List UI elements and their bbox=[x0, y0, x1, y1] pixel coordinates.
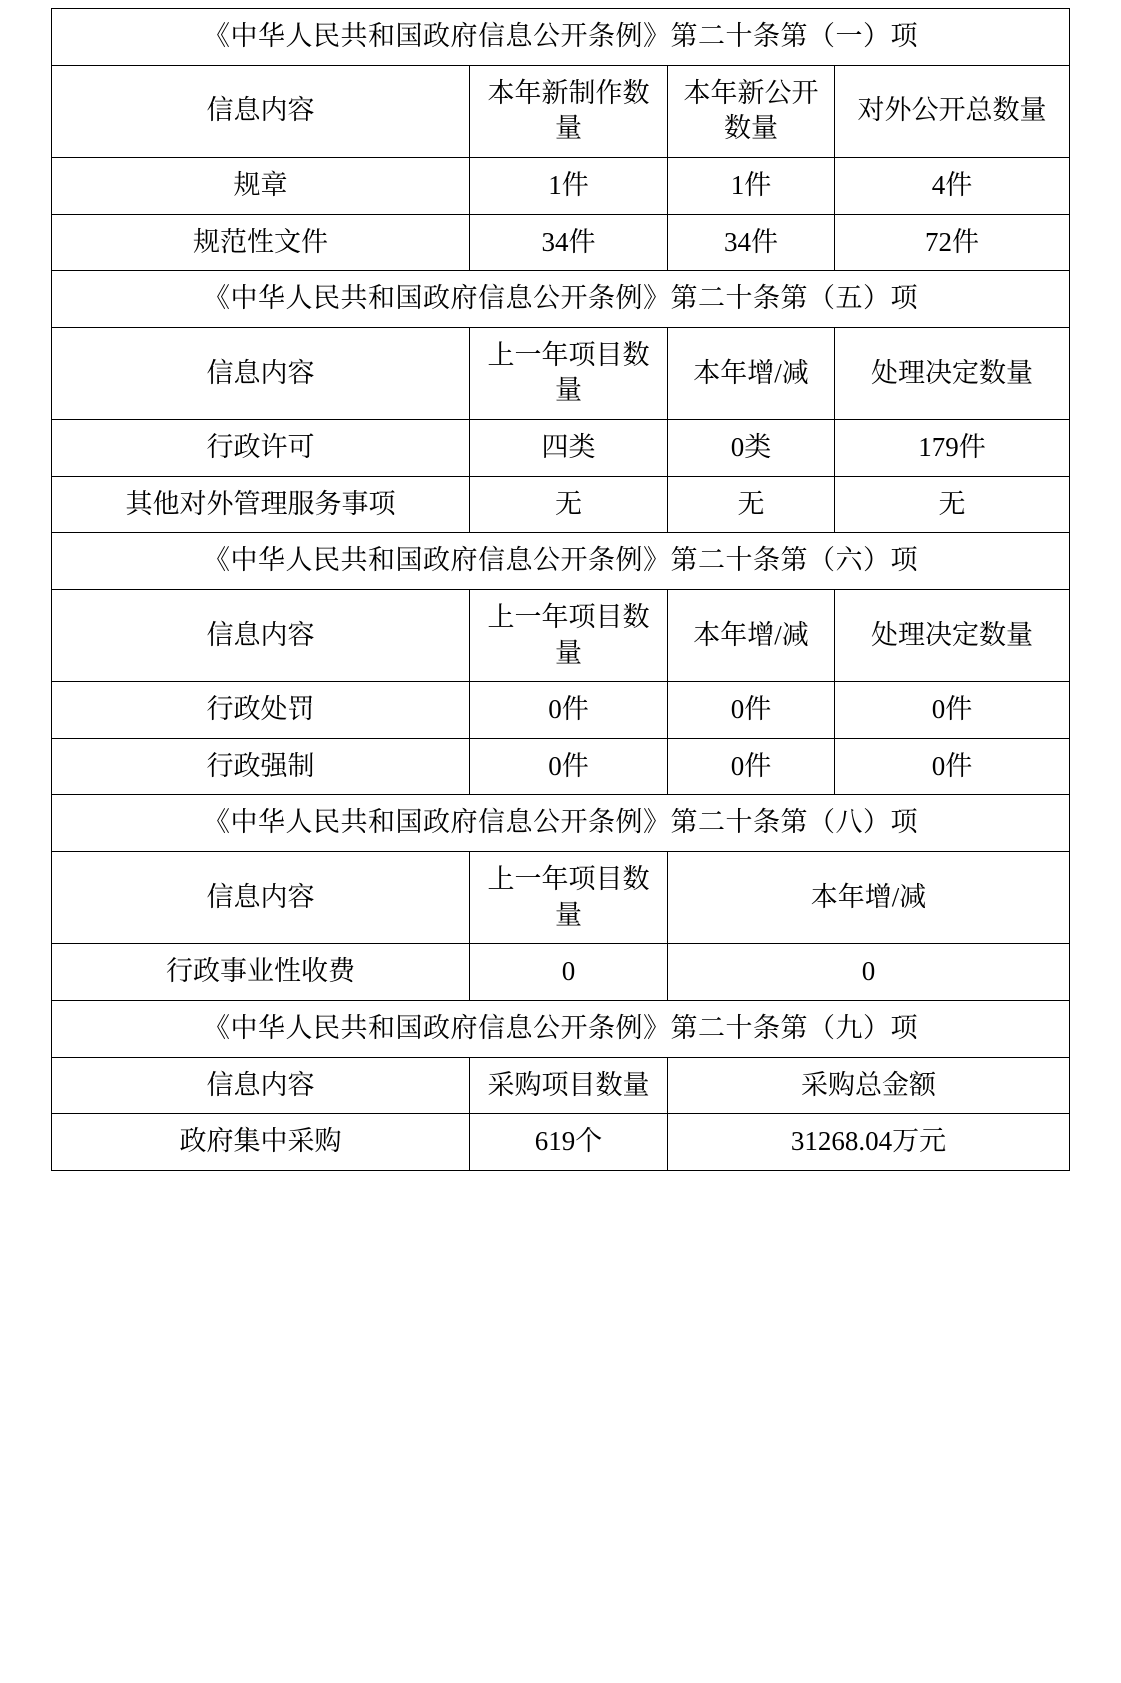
cell-value: 179件 bbox=[835, 420, 1070, 477]
government-information-disclosure-table bbox=[51, 8, 1070, 1171]
table-row bbox=[52, 944, 1070, 1001]
column-header-total-disclosed: 对外公开总数量 bbox=[835, 65, 1070, 157]
cell-value: 1件 bbox=[668, 157, 835, 214]
table-row bbox=[52, 157, 1070, 214]
column-header-previous-year-count: 上一年项目数量 bbox=[470, 589, 668, 681]
row-label: 规章 bbox=[52, 157, 470, 214]
column-header-procurement-count: 采购项目数量 bbox=[470, 1057, 668, 1114]
cell-value: 0件 bbox=[668, 682, 835, 739]
row-label: 行政许可 bbox=[52, 420, 470, 477]
section-title-row bbox=[52, 533, 1070, 590]
section-title-row bbox=[52, 1000, 1070, 1057]
column-header-new-disclosed: 本年新公开数量 bbox=[668, 65, 835, 157]
cell-value: 四类 bbox=[470, 420, 668, 477]
table-row bbox=[52, 1114, 1070, 1171]
column-header-info-content: 信息内容 bbox=[52, 589, 470, 681]
cell-value: 0件 bbox=[835, 738, 1070, 795]
table-row bbox=[52, 214, 1070, 271]
header-row bbox=[52, 327, 1070, 419]
section-title: 《中华人民共和国政府信息公开条例》第二十条第（一）项 bbox=[52, 9, 1070, 66]
column-header-change: 本年增/减 bbox=[668, 852, 1070, 944]
section-title-row bbox=[52, 795, 1070, 852]
header-row bbox=[52, 589, 1070, 681]
section-title: 《中华人民共和国政府信息公开条例》第二十条第（九）项 bbox=[52, 1000, 1070, 1057]
column-header-previous-year-count: 上一年项目数量 bbox=[470, 852, 668, 944]
cell-value: 0件 bbox=[668, 738, 835, 795]
table-row bbox=[52, 420, 1070, 477]
table-row bbox=[52, 738, 1070, 795]
row-label: 行政事业性收费 bbox=[52, 944, 470, 1001]
cell-value: 619个 bbox=[470, 1114, 668, 1171]
cell-value: 34件 bbox=[470, 214, 668, 271]
column-header-change: 本年增/减 bbox=[668, 327, 835, 419]
row-label: 行政强制 bbox=[52, 738, 470, 795]
table-row bbox=[52, 682, 1070, 739]
cell-value: 无 bbox=[470, 476, 668, 533]
row-label: 其他对外管理服务事项 bbox=[52, 476, 470, 533]
header-row bbox=[52, 65, 1070, 157]
section-title: 《中华人民共和国政府信息公开条例》第二十条第（五）项 bbox=[52, 271, 1070, 328]
column-header-info-content: 信息内容 bbox=[52, 852, 470, 944]
column-header-info-content: 信息内容 bbox=[52, 327, 470, 419]
column-header-decisions: 处理决定数量 bbox=[835, 327, 1070, 419]
cell-value: 0 bbox=[668, 944, 1070, 1001]
cell-value: 1件 bbox=[470, 157, 668, 214]
column-header-new-created: 本年新制作数量 bbox=[470, 65, 668, 157]
row-label: 规范性文件 bbox=[52, 214, 470, 271]
header-row bbox=[52, 852, 1070, 944]
column-header-procurement-amount: 采购总金额 bbox=[668, 1057, 1070, 1114]
cell-value: 0件 bbox=[470, 738, 668, 795]
cell-value: 0类 bbox=[668, 420, 835, 477]
row-label: 政府集中采购 bbox=[52, 1114, 470, 1171]
cell-value: 31268.04万元 bbox=[668, 1114, 1070, 1171]
header-row bbox=[52, 1057, 1070, 1114]
row-label: 行政处罚 bbox=[52, 682, 470, 739]
cell-value: 0件 bbox=[470, 682, 668, 739]
column-header-decisions: 处理决定数量 bbox=[835, 589, 1070, 681]
cell-value: 0件 bbox=[835, 682, 1070, 739]
cell-value: 无 bbox=[668, 476, 835, 533]
table-row bbox=[52, 476, 1070, 533]
column-header-previous-year-count: 上一年项目数量 bbox=[470, 327, 668, 419]
column-header-change: 本年增/减 bbox=[668, 589, 835, 681]
column-header-info-content: 信息内容 bbox=[52, 65, 470, 157]
cell-value: 34件 bbox=[668, 214, 835, 271]
section-title: 《中华人民共和国政府信息公开条例》第二十条第（八）项 bbox=[52, 795, 1070, 852]
cell-value: 72件 bbox=[835, 214, 1070, 271]
section-title: 《中华人民共和国政府信息公开条例》第二十条第（六）项 bbox=[52, 533, 1070, 590]
cell-value: 4件 bbox=[835, 157, 1070, 214]
cell-value: 0 bbox=[470, 944, 668, 1001]
column-header-info-content: 信息内容 bbox=[52, 1057, 470, 1114]
section-title-row bbox=[52, 271, 1070, 328]
cell-value: 无 bbox=[835, 476, 1070, 533]
section-title-row bbox=[52, 9, 1070, 66]
